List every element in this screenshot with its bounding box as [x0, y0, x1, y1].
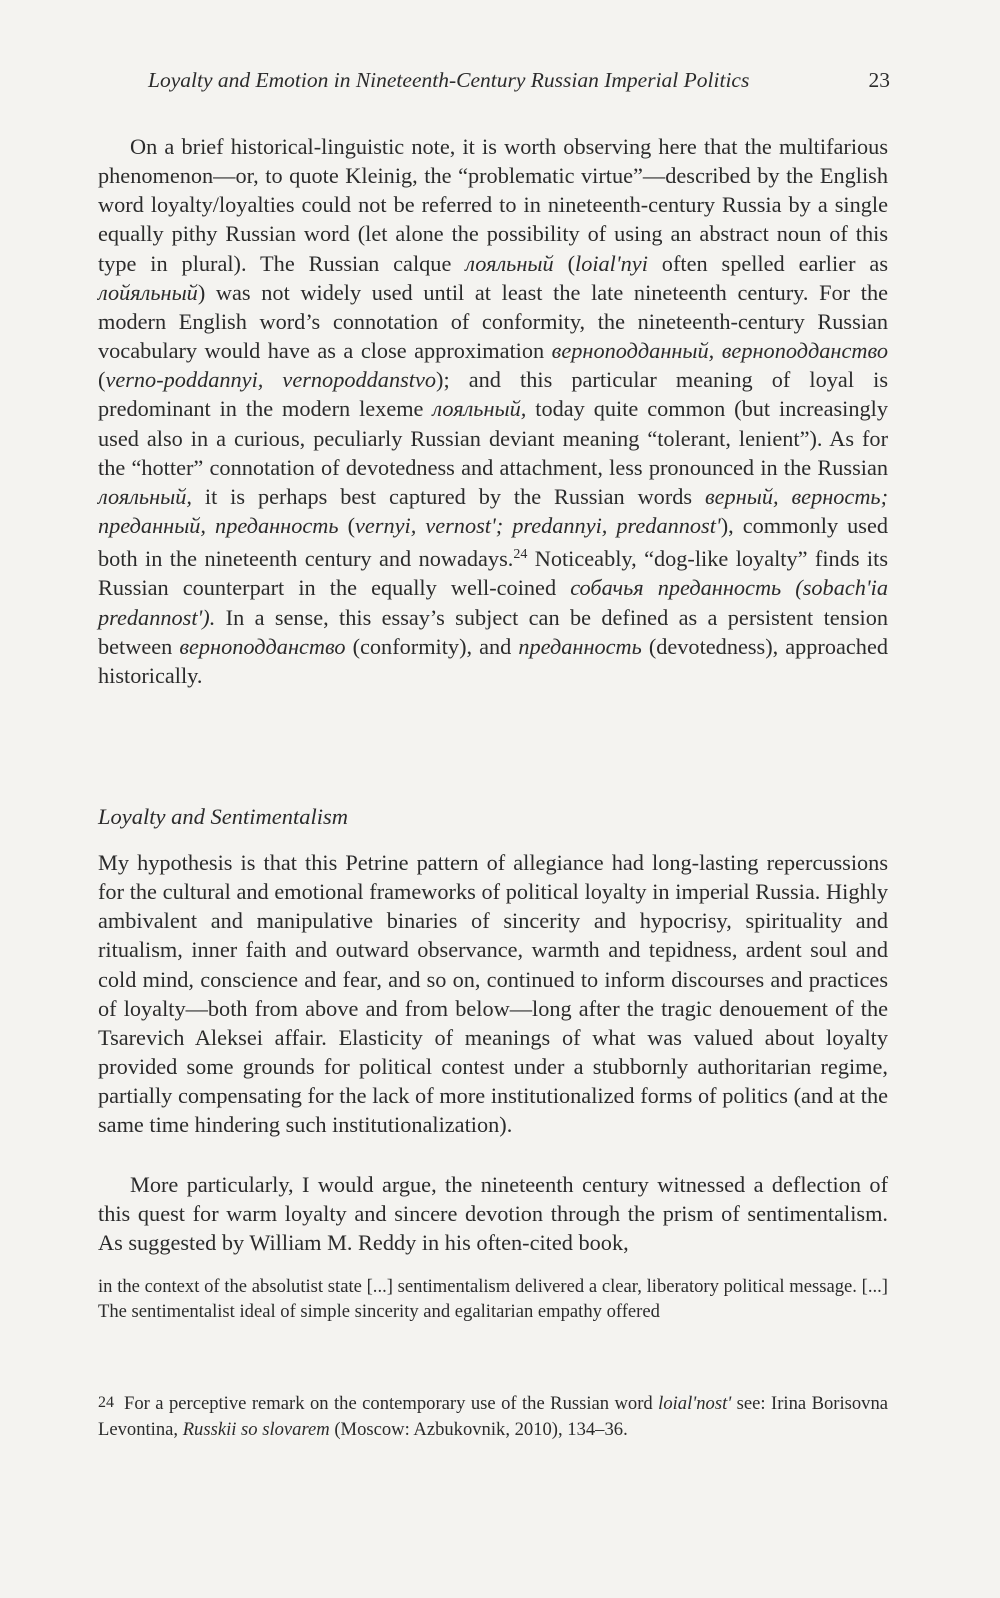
paragraph-hypothesis: My hypothesis is that this Petrine pattern of allegiance had long-lasting repercussions for the cultural and emotional frameworks of political loyalty in imperial Russia. Highly ambivalent and manipulative binaries of sincerity and hypocrisy, spirituality and ritualism, inner faith and outward observance, warmth and tepidness, ardent soul and cold mind, conscience and fear, and so on, continued to inform discourses and practices of loyalty—both from above and from below—long after the tragic denouement of the Tsarevich Aleksei affair. Elasticity of meanings of what was valued about loyalty provided some grounds for political contest under a stubbornly authoritarian regime, partially compensating for the lack of more institutionalized forms of politics (and at the same time hindering such institutionalization).: [98, 850, 888, 1138]
russian-term: преданность: [518, 633, 642, 659]
text-run: (: [553, 250, 575, 276]
text-run: For a perceptive remark on the contemporary use of the Russian word: [124, 1393, 659, 1414]
page-number: 23: [868, 68, 890, 92]
transliteration: loial'nost': [658, 1393, 732, 1414]
russian-term: лояльный,: [98, 483, 192, 509]
transliteration: verno-poddannyi, vernopoddanstvo: [105, 367, 437, 393]
text-run: ) was not widely used until at least the late nineteenth century. For the modern English word’s connotation of conformity, the nineteenth-century Russian vocabulary would have as a close approximation: [98, 279, 888, 364]
paragraph-linguistic-note: [98, 132, 888, 690]
paragraph-sentimentalism: More particularly, I would argue, the nineteenth century witnessed a deflection of this quest for warm loyalty and sincere devotion through the prism of sentimentalism. As suggested by William M. Reddy in his often-cited book,: [98, 1172, 888, 1256]
text-run: today quite common (but increasingly used also in a curious, peculiarly Russian deviant meaning “tolerant, lenient”). As for the “hotter” connotation of devotedness and attachment, less pronounced in the Russian: [98, 396, 888, 480]
russian-term: верноподданство: [179, 633, 346, 659]
transliteration: vernyi, vernost'; predannyi, predannost': [355, 513, 721, 539]
footnote-number: 24: [98, 1394, 114, 1411]
russian-term: собачья преданность (sobach'ia predannost').: [98, 575, 889, 630]
text-run: On a brief historical-linguistic note, it is worth observing here that the multifarious phenomenon—or, to quote Kleinig, the “problematic virtue”—described by the English word loyalty/loyalties could not be referred to in nineteenth-century Russia by a single equally pithy Russian word (let alone the possibility of using an abstract noun of this type in plural). The Russian calque: [98, 134, 888, 276]
russian-term: лояльный,: [432, 396, 527, 422]
footnote: [98, 1390, 888, 1443]
text-run: In a sense, this essay’s subject can be defined as a persistent tension between: [98, 604, 888, 659]
text-run: (conformity), and: [345, 633, 519, 659]
text-run: (: [98, 367, 106, 393]
text-run: Noticeably, “dog-like loyalty” finds its Russian counterpart in the equally well-coined: [98, 546, 888, 601]
russian-term: верноподданный, верноподданство: [551, 338, 888, 364]
text-run: (: [338, 513, 356, 539]
russian-term: верный, верность; преданный, преданность: [98, 483, 889, 539]
text-run: often spelled earlier as: [647, 250, 888, 276]
transliteration: loial'nyi: [575, 250, 648, 276]
section-heading: Loyalty and Sentimentalism: [98, 804, 348, 829]
text-run: see: Irina Borisovna Levontina,: [98, 1393, 889, 1440]
block-quote: in the context of the absolutist state [...] sentimentalism delivered a clear, liberatory political message. [...] The sentimentalist ideal of simple sincerity and egalitarian empathy offered: [98, 1276, 888, 1322]
text-run: (devotedness), approached historically.: [98, 633, 888, 688]
russian-term: лояльный: [465, 250, 554, 276]
footnote-reference: 24: [513, 547, 528, 563]
running-head-title: Loyalty and Emotion in Nineteenth-Century Russian Imperial Politics: [148, 68, 750, 92]
russian-term: лойяльный: [98, 279, 198, 305]
text-run: ); and this particular meaning of loyal is predominant in the modern lexeme: [98, 367, 888, 422]
running-head: [148, 68, 890, 93]
text-run: ), commonly used both in the nineteenth century and nowadays.: [98, 513, 889, 572]
text-run: (Moscow: Azbukovnik, 2010), 134–36.: [329, 1419, 628, 1440]
text-run: it is perhaps best captured by the Russian words: [191, 483, 705, 509]
book-title: Russkii so slovarem: [182, 1419, 330, 1440]
